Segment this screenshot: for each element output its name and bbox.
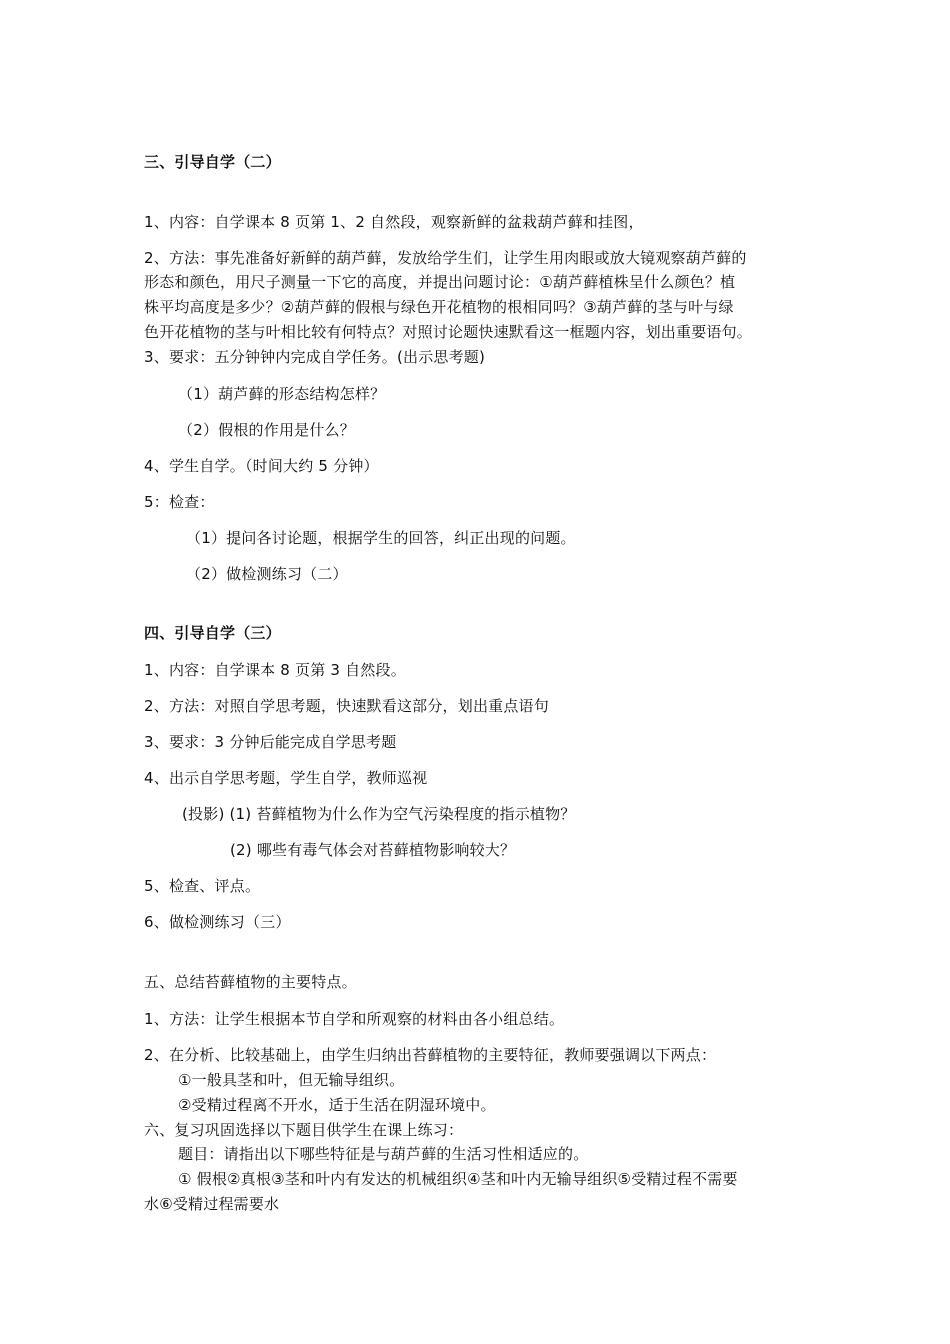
section-6-question: 题目：请指出以下哪些特征是与葫芦藓的生活习性相适应的。 — [178, 1145, 589, 1163]
section-5-heading: 五、总结苔藓植物的主要特点。 — [144, 973, 357, 991]
section-6-options-line-2: 水⑥受精过程需要水 — [144, 1195, 280, 1213]
section-3-requirement: 3、要求：五分钟钟内完成自学任务。(出示思考题) — [144, 348, 486, 366]
section-6-options-line-1: ① 假根②真根③茎和叶内有发达的机械组织④茎和叶内无输导组织⑤受精过程不需要 — [178, 1170, 738, 1188]
section-4-exercise: 6、做检测练习（三） — [144, 913, 291, 931]
section-3-content: 1、内容：自学课本 8 页第 1、2 自然段，观察新鲜的盆栽葫芦藓和挂图， — [144, 213, 644, 231]
section-5-point-1: ①一般具茎和叶，但无输导组织。 — [178, 1071, 405, 1089]
section-5-summary: 2、在分析、比较基础上，由学生归纳出苔藓植物的主要特征，教师要强调以下两点： — [144, 1046, 717, 1064]
section-6-heading: 六、复习巩固选择以下题目供学生在课上练习： — [144, 1121, 464, 1139]
section-3-check: 5：检查： — [144, 493, 215, 511]
section-3-method-line-1: 2、方法：事先准备好新鲜的葫芦藓，发放给学生们，让学生用肉眼或放大镜观察葫芦藓的 — [144, 249, 747, 267]
section-3-heading: 三、引导自学（二） — [144, 153, 281, 171]
section-4-requirement: 3、要求：3 分钟后能完成自学思考题 — [144, 733, 397, 751]
section-3-method-line-3: 株平均高度是多少？②葫芦藓的假根与绿色开花植物的根相同吗？③葫芦藓的茎与叶与绿 — [144, 298, 734, 316]
section-4-question-2: (2) 哪些有毒气体会对苔藓植物影响较大？ — [230, 841, 516, 859]
section-3-method-line-4: 色开花植物的茎与叶相比较有何特点？对照讨论题快速默看这一框题内容，划出重要语句。 — [144, 323, 753, 341]
section-4-question-1: (投影) (1) 苔藓植物为什么作为空气污染程度的指示植物？ — [182, 805, 576, 823]
section-4-method: 2、方法：对照自学思考题，快速默看这部分，划出重点语句 — [144, 697, 549, 715]
section-3-method-line-2: 形态和颜色，用尺子测量一下它的高度，并提出问题讨论：①葫芦藓植株呈什么颜色？植 — [144, 273, 736, 291]
section-3-check-item-1: （1）提问各讨论题，根据学生的回答，纠正出现的问题。 — [186, 529, 576, 547]
section-3-question-2: （2）假根的作用是什么？ — [178, 421, 355, 439]
section-4-content: 1、内容：自学课本 8 页第 3 自然段。 — [144, 661, 406, 679]
section-4-review: 5、检查、评点。 — [144, 877, 261, 895]
section-5-method: 1、方法：让学生根据本节自学和所观察的材料由各小组总结。 — [144, 1010, 565, 1028]
section-3-self-study: 4、学生自学。（时间大约 5 分钟） — [144, 457, 379, 475]
section-3-question-1: （1）葫芦藓的形态结构怎样？ — [178, 385, 386, 403]
section-5-point-2: ②受精过程离不开水，适于生活在阴湿环境中。 — [178, 1096, 496, 1114]
section-4-task: 4、出示自学思考题，学生自学，教师巡视 — [144, 769, 428, 787]
section-4-heading: 四、引导自学（三） — [144, 624, 281, 642]
section-3-check-item-2: （2）做检测练习（二） — [186, 565, 348, 583]
